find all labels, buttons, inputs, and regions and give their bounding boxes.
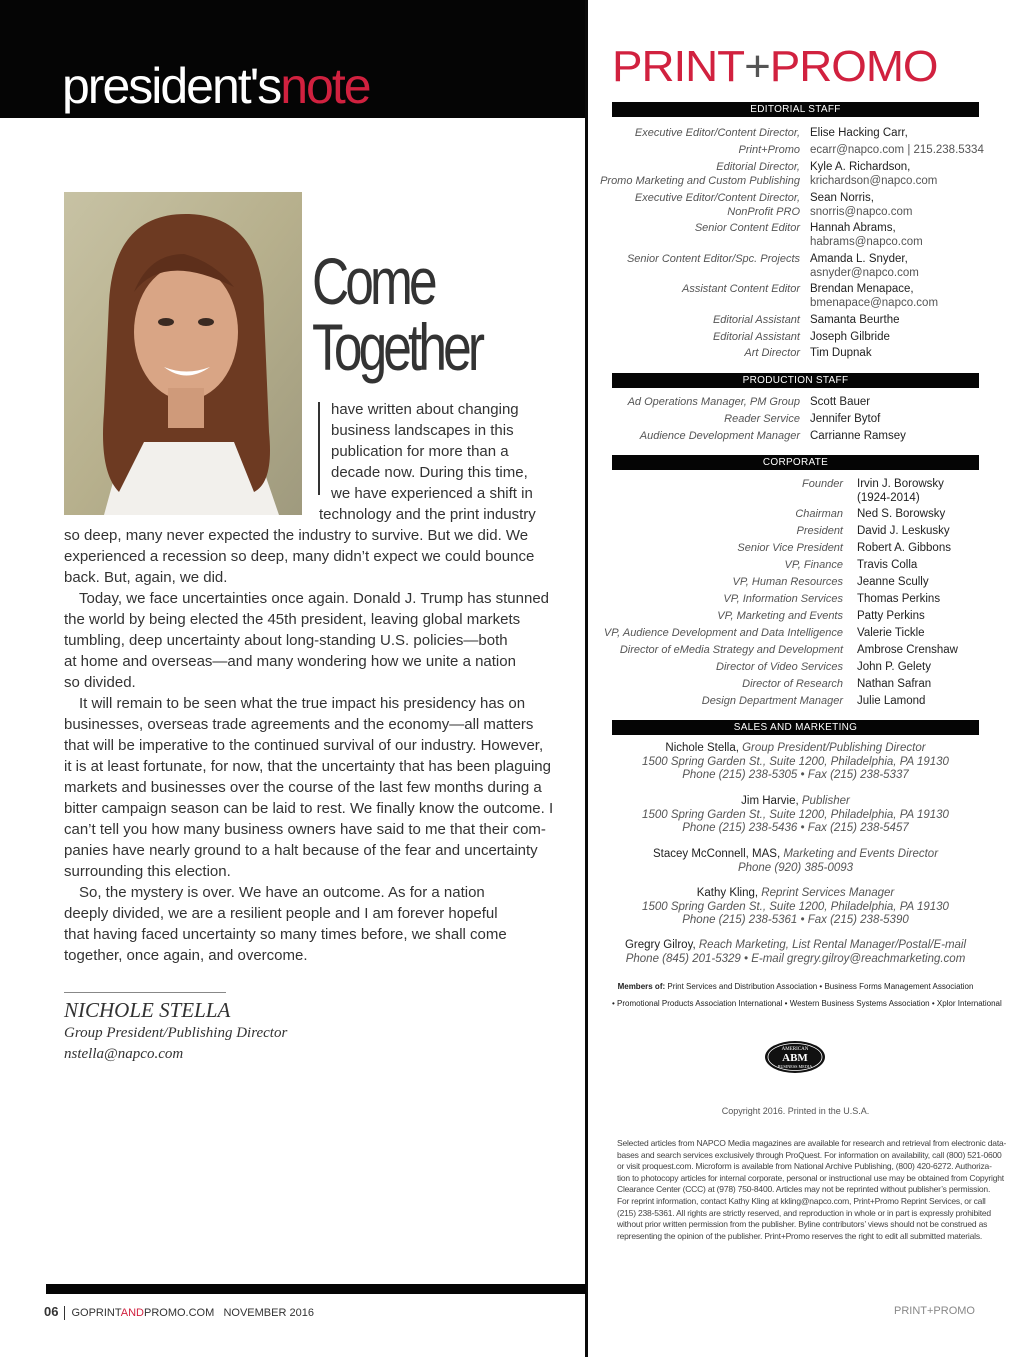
staff-name: Scott Bauer <box>810 396 871 408</box>
issue-date: NOVEMBER 2016 <box>223 1307 314 1319</box>
corporate-name: Robert A. Gibbons <box>857 542 951 554</box>
signature-title: Group President/Publishing Director <box>64 1025 288 1041</box>
fine-print-line: or visit proquest.com. Microform is available from National Archive Publishing, (800) 420-6272. Authoriza- <box>617 1161 992 1172</box>
sales-contact-line: Phone (215) 238-5305 • Fax (215) 238-5337 <box>682 769 909 781</box>
corporate-role: VP, Marketing and Events <box>717 610 843 622</box>
corporate-role: Design Department Manager <box>701 695 843 707</box>
members-line-2: • Promotional Products Association International • Western Business Systems Association • Xplor International <box>612 999 1002 1008</box>
corporate-role: VP, Audience Development and Data Intelligence <box>603 627 843 639</box>
staff-name: Carrianne Ramsey <box>810 430 906 442</box>
body-line: the world by being elected the 45th president, leaving global markets <box>64 611 521 628</box>
sales-marketing-bar: SALES AND MARKETING <box>612 720 979 735</box>
body-line: it is at least fortunate, for now, that the uncertainty that has been plaguing <box>64 758 551 775</box>
corporate-name: Ned S. Borowsky <box>857 508 946 520</box>
body-line: technology and the print industry <box>319 506 536 523</box>
headline-line-2: Together <box>312 310 482 384</box>
corporate-role: VP, Information Services <box>723 593 843 605</box>
corporate-role: President <box>796 525 843 537</box>
print-promo-logo <box>612 42 937 92</box>
sales-contact-name: Jim Harvie, <box>741 795 799 807</box>
staff-role: Assistant Content Editor <box>681 283 800 295</box>
corporate-name: Nathan Safran <box>857 678 932 690</box>
sales-contact <box>612 939 979 966</box>
sales-contact-name: Gregry Gilroy, <box>624 939 696 951</box>
staff-name: habrams@napco.com <box>810 236 923 248</box>
site-name-b: AND <box>120 1307 144 1319</box>
sales-contact-heading <box>612 795 979 809</box>
staff-role: Executive Editor/Content Director, <box>634 192 800 204</box>
sales-contact <box>612 795 979 836</box>
staff-name: Kyle A. Richardson, <box>810 161 911 173</box>
lead-line: business landscapes in this <box>331 422 514 439</box>
corporate-name: Ambrose Crenshaw <box>857 644 958 656</box>
article-headline <box>312 244 482 384</box>
corporate-name: Valerie Tickle <box>857 627 925 639</box>
sales-contact-line: 1500 Spring Garden St., Suite 1200, Philadelphia, PA 19130 <box>642 808 949 821</box>
staff-role: Art Director <box>744 347 800 359</box>
members-list-1: Print Services and Distribution Association • Business Forms Management Association <box>665 982 974 991</box>
headline-line-1: Come <box>312 244 434 318</box>
sales-contact-role: Marketing and Events Director <box>780 848 939 860</box>
body-line: panies have nearly ground to a halt because of the fear and uncertainty <box>64 842 538 859</box>
fine-print-line: bases and search services exclusively through ProQuest. For information on availability, call (800) 521-0600 <box>617 1149 1002 1160</box>
sales-contact-line: Phone (215) 238-5436 • Fax (215) 238-5457 <box>682 822 909 834</box>
sales-contact-role: Publisher <box>798 795 850 807</box>
staff-role: Reader Service <box>724 413 800 425</box>
fine-print-line: For reprint information, contact Kathy Kling at kkling@napco.com, Print+Promo Reprint Services, or call <box>617 1195 986 1206</box>
staff-name: Amanda L. Snyder, <box>810 253 908 265</box>
staff-name: krichardson@napco.com <box>810 175 938 187</box>
corporate-name: (1924-2014) <box>857 492 920 504</box>
site-name-c: PROMO.COM <box>144 1307 215 1319</box>
corporate-name: John P. Gelety <box>857 661 931 673</box>
corporate-name: Travis Colla <box>857 559 918 571</box>
staff-name: Sean Norris, <box>810 192 874 204</box>
sales-contact-heading <box>612 887 979 901</box>
sales-contact-line: 1500 Spring Garden St., Suite 1200, Philadelphia, PA 19130 <box>642 900 949 913</box>
body-line: deeply divided, we are a resilient people and I am forever hopeful <box>64 905 498 922</box>
body-line: tumbling, deep uncertainty about long-standing U.S. policies—both <box>64 632 508 649</box>
body-line: So, the mystery is over. We have an outcome. As for a nation <box>79 884 485 901</box>
section-title <box>62 56 370 116</box>
corporate-name: Thomas Perkins <box>857 593 941 605</box>
sales-contact-name: Kathy Kling, <box>696 887 759 899</box>
corporate-role: Chairman <box>795 508 843 520</box>
sales-contact <box>612 887 979 928</box>
staff-role: Senior Content Editor <box>694 222 800 234</box>
staff-name: Samanta Beurthe <box>810 314 900 326</box>
signature-email: nstella@napco.com <box>64 1046 184 1062</box>
body-line: at home and overseas—and many wondering how we unite a nation <box>64 653 516 670</box>
logo-print: PRINT <box>612 42 745 91</box>
staff-name: Joseph Gilbride <box>810 331 890 343</box>
abm-top-text: AMERICAN <box>781 1047 809 1052</box>
fine-print-line: without prior written permission from the publisher. Byline contributors’ views should not be construed as <box>617 1219 988 1230</box>
signature-name: NICHOLE STELLA <box>64 998 231 1022</box>
logo-plus: + <box>744 42 770 91</box>
corporate-name: Julie Lamond <box>857 695 926 707</box>
page-folio <box>44 1304 314 1320</box>
editorial-staff-bar: EDITORIAL STAFF <box>612 102 979 117</box>
author-photo <box>64 192 302 515</box>
logo-promo: PROMO <box>769 42 938 91</box>
corporate-role: VP, Human Resources <box>732 576 843 588</box>
article-lead <box>331 399 546 504</box>
body-line: can’t tell you how many business owners have said to me that their com- <box>64 821 546 838</box>
staff-name: asnyder@napco.com <box>810 267 919 279</box>
body-line: surrounding this election. <box>64 863 231 880</box>
corporate-name: Jeanne Scully <box>857 576 929 588</box>
staff-name: snorris@napco.com <box>810 206 913 218</box>
staff-role: Print+Promo <box>738 144 800 156</box>
members-label: Members of: <box>617 982 666 991</box>
staff-role: Senior Content Editor/Spc. Projects <box>626 253 800 265</box>
section-title-note: note <box>280 58 370 114</box>
abm-bottom-text: BUSINESS MEDIA <box>777 1064 813 1069</box>
fine-print-line: Selected articles from NAPCO Media magazines are available for research and retrieval from electronic data- <box>617 1138 1007 1148</box>
staff-role: Editorial Director, <box>716 161 800 173</box>
corporate-role: VP, Finance <box>784 559 843 571</box>
corporate-name: Irvin J. Borowsky <box>857 478 944 490</box>
staff-role: NonProfit PRO <box>727 206 800 218</box>
body-line: experienced a recession so deep, many didn’t expect we could bounce <box>64 548 535 565</box>
fine-print-line: representing the opinion of the publisher. Print+Promo reserves the right to edit all submitted materials. <box>617 1230 983 1241</box>
lead-line: have written about changing <box>331 401 519 418</box>
fine-print-line: Clearance Center (CCC) at (978) 750-8400. Articles may not be reprinted without publisher’s permission. <box>617 1184 991 1195</box>
sales-contact-name: Nichole Stella, <box>665 742 739 754</box>
footer-brand: PRINT+PROMO <box>894 1305 975 1317</box>
body-line: that will be imperative to the continued survival of our industry. However, <box>64 737 544 754</box>
corporate-role: Director of Research <box>742 678 843 690</box>
sales-contact <box>612 848 979 875</box>
sales-contact-role: Group President/Publishing Director <box>738 742 926 754</box>
staff-name: bmenapace@napco.com <box>810 297 939 309</box>
body-line: so deep, many never expected the industry to survive. But we did. We <box>64 527 529 544</box>
body-line: bitter campaign season can be laid to rest. We finally know the outcome. I <box>64 800 554 817</box>
staff-name: Tim Dupnak <box>810 347 872 359</box>
abm-mid-text: ABM <box>782 1052 808 1064</box>
page-number: 06 <box>44 1304 59 1319</box>
corporate-role: Director of eMedia Strategy and Development <box>619 644 843 656</box>
lead-line: we have experienced a shift in <box>331 485 533 502</box>
fine-print <box>617 1138 1007 1242</box>
staff-name: Brendan Menapace, <box>810 283 914 295</box>
body-line: together, once again, and overcome. <box>64 947 308 964</box>
staff-role: Ad Operations Manager, PM Group <box>627 396 800 408</box>
staff-role: Executive Editor/Content Director, <box>634 127 800 139</box>
sales-contact-name: Stacey McConnell, MAS, <box>652 848 781 860</box>
corporate-role: Founder <box>802 478 843 490</box>
drop-cap-i <box>318 402 320 495</box>
body-line: markets and businesses over the course of the last few months during a <box>64 779 542 796</box>
sales-contact-heading <box>612 848 979 862</box>
sales-contact-heading <box>612 939 979 953</box>
lead-line: publication for more than a <box>331 443 509 460</box>
site-name-a: GOPRINT <box>71 1307 121 1319</box>
folio-separator <box>64 1306 65 1320</box>
body-line: Today, we face uncertainties once again. Donald J. Trump has stunned <box>79 590 550 607</box>
sales-contact <box>612 742 979 783</box>
staff-role: Promo Marketing and Custom Publishing <box>600 175 800 187</box>
footer-bar <box>46 1284 586 1294</box>
staff-role: Audience Development Manager <box>639 430 800 442</box>
sales-contact-line: Phone (845) 201-5329 • E-mail gregry.gilroy@reachmarketing.com <box>625 952 966 965</box>
sales-contact-role: Reprint Services Manager <box>758 887 895 899</box>
corporate-bar: CORPORATE <box>612 455 979 470</box>
fine-print-line: tion to photocopy articles for internal corporate, personal or instructional use may be obtained from Copyright <box>617 1172 1004 1183</box>
staff-role: Editorial Assistant <box>712 331 800 343</box>
corporate-role: Senior Vice President <box>737 542 843 554</box>
sales-contact-heading <box>612 742 979 756</box>
staff-name: Jennifer Bytof <box>810 413 881 425</box>
abm-logo <box>764 1040 826 1074</box>
body-line: businesses, overseas trade agreements and the economy—all matters <box>64 716 534 733</box>
staff-name: Elise Hacking Carr, <box>810 127 908 139</box>
body-line: It will remain to be seen what the true impact his presidency has on <box>79 695 526 712</box>
sales-contact-line: 1500 Spring Garden St., Suite 1200, Philadelphia, PA 19130 <box>642 755 949 768</box>
article-body <box>64 504 554 966</box>
sales-contact-line: Phone (920) 385-0093 <box>737 861 854 874</box>
lead-line: decade now. During this time, <box>331 464 528 481</box>
staff-role: Editorial Assistant <box>712 314 800 326</box>
site-name <box>71 1307 214 1319</box>
corporate-role: Director of Video Services <box>716 661 843 673</box>
sales-contact-line: Phone (215) 238-5361 • Fax (215) 238-5390 <box>682 914 909 926</box>
section-title-president: president's <box>62 58 281 114</box>
copyright: Copyright 2016. Printed in the U.S.A. <box>721 1106 870 1116</box>
corporate-name: Patty Perkins <box>857 610 925 622</box>
staff-name: Hannah Abrams, <box>810 222 896 234</box>
members-line-1 <box>612 982 979 992</box>
staff-name: ecarr@napco.com | 215.238.5334 <box>810 144 984 156</box>
sales-contact-role: Reach Marketing, List Rental Manager/Postal/E-mail <box>695 939 967 951</box>
signature-rule <box>64 992 226 993</box>
corporate-name: David J. Leskusky <box>857 525 950 537</box>
production-staff-bar: PRODUCTION STAFF <box>612 373 979 388</box>
body-line: that having faced uncertainty so many times before, we shall come <box>64 926 507 943</box>
body-line: so divided. <box>64 674 136 691</box>
body-line: back. But, again, we did. <box>64 569 228 586</box>
fine-print-line: (215) 238-5361. All rights are strictly reserved, and reproduction in whole or in part is expressly prohibited <box>617 1207 991 1218</box>
